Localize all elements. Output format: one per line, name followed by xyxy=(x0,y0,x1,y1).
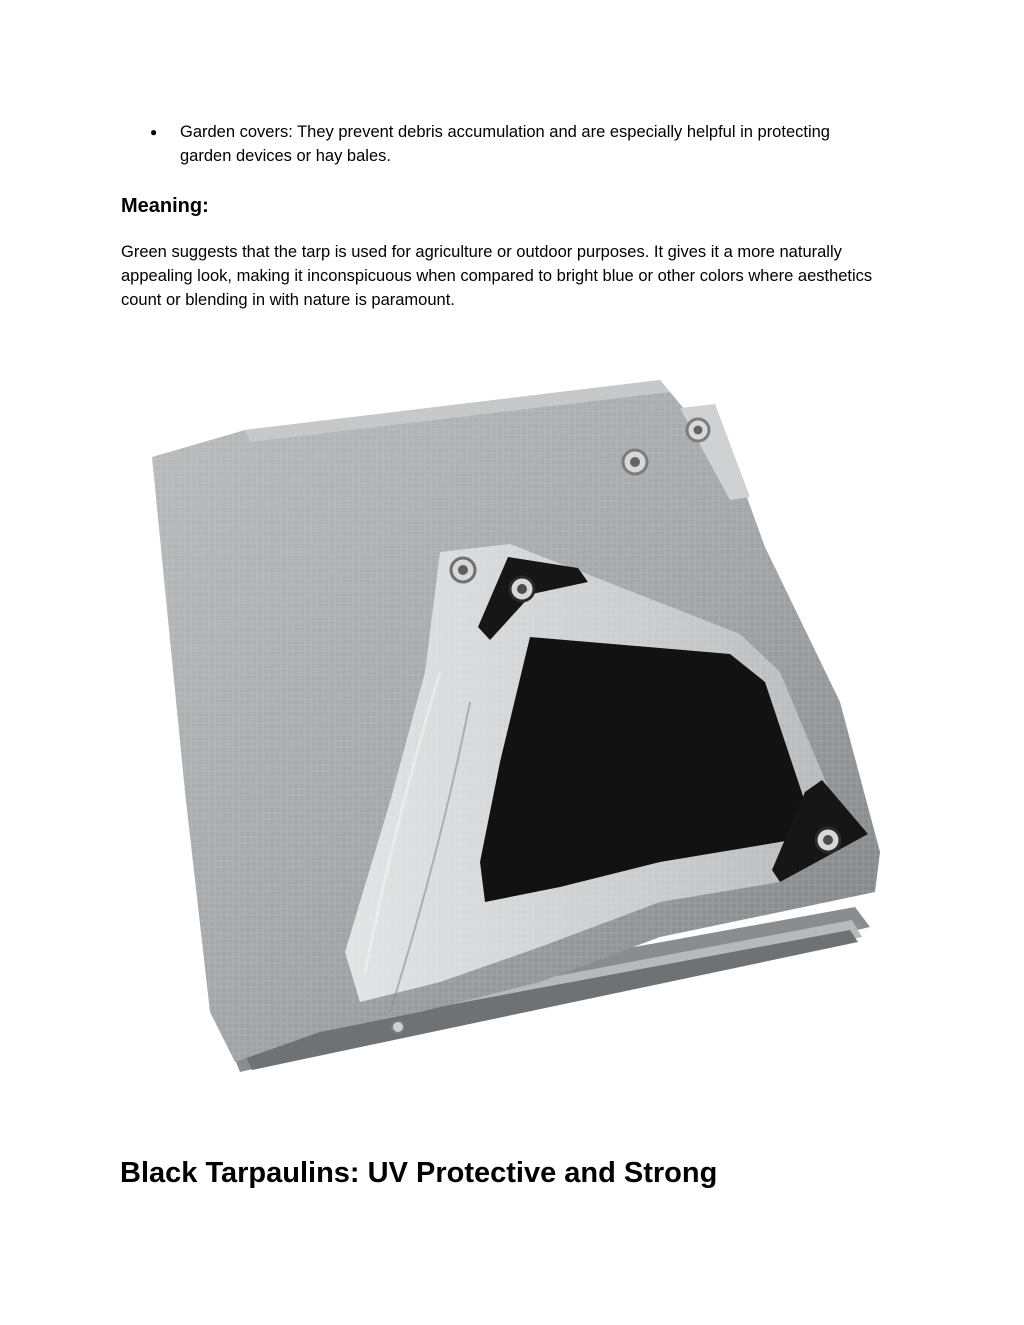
bullet-marker: ● xyxy=(150,125,158,139)
bullet-text: Garden covers: They prevent debris accumulation and are especially helpful in protecting garden devices or hay bales. xyxy=(180,123,830,165)
meaning-heading: Meaning: xyxy=(121,195,209,217)
bullet-list-item xyxy=(150,120,870,168)
black-tarpaulins-heading: Black Tarpaulins: UV Protective and Strong xyxy=(120,1157,718,1189)
tarp-product-image xyxy=(140,372,900,1092)
meaning-paragraph: Green suggests that the tarp is used for agriculture or outdoor purposes. It gives it a more naturally appealing look, making it inconspicuous when compared to bright blue or other colors where aesthetics count or blending in with nature is paramount. xyxy=(121,243,873,309)
